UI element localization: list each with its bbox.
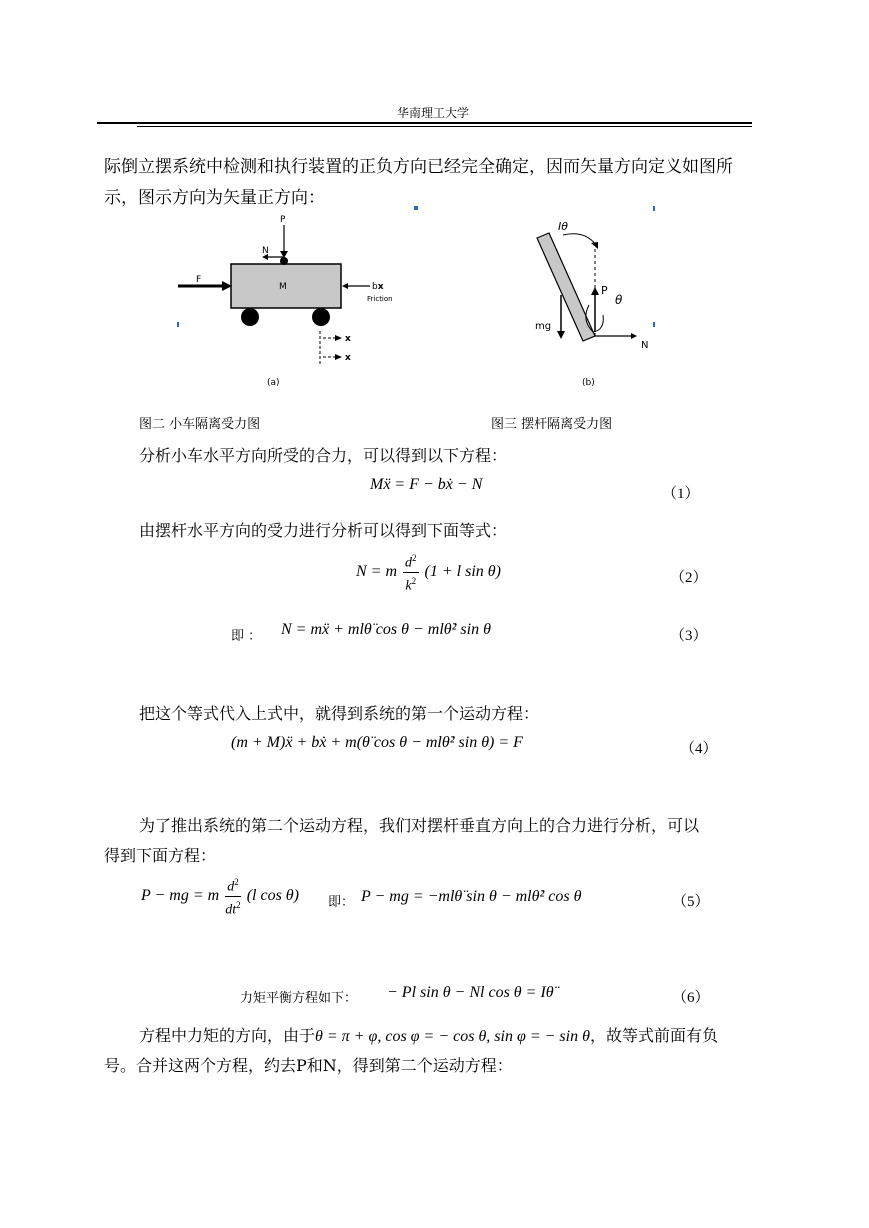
intro-line-2: 示，图示方向为矢量正方向： xyxy=(104,188,325,208)
label-m: M xyxy=(279,282,287,292)
friction-arrow xyxy=(342,283,348,289)
equation-5-number: （5） xyxy=(672,894,710,910)
equation-4-number: （4） xyxy=(680,741,718,757)
label-theta: θ xyxy=(615,293,623,307)
equation-5-fraction: $\frac{d^2}{dt^2}$ xyxy=(225,874,241,918)
equation-5-left: P − mg = m $\frac{d^2}{dt^2}$ (l cos θ) xyxy=(141,874,299,918)
equation-6-number: （6） xyxy=(672,990,710,1006)
cart-wheel-left xyxy=(241,308,259,326)
paragraph-2: 由摆杆水平方向的受力进行分析可以得到下面等式： xyxy=(139,521,508,540)
x-arrow xyxy=(335,335,342,341)
equation-4: (m + M)ẍ + bẋ + m(θ̈ cos θ − mlθ̇² sin θ) = F xyxy=(231,734,523,751)
page-header-title: 华南理工大学 xyxy=(397,106,470,120)
torque-arrow xyxy=(591,242,598,249)
pivot-dot xyxy=(280,257,288,265)
figure-b-tag: (b) xyxy=(582,378,595,388)
label-n: N xyxy=(262,246,269,256)
paragraph-1: 分析小车水平方向所受的合力，可以得到以下方程： xyxy=(139,446,508,465)
label-bx: bx xyxy=(372,282,384,292)
equation-1: Mẍ = F − bẋ − N xyxy=(370,476,483,493)
label-p: P xyxy=(280,215,286,225)
label-friction: Friction xyxy=(367,295,393,303)
label-mg: mg xyxy=(535,321,552,332)
label-x-ddot: x xyxy=(345,353,351,363)
equation-5-right: P − mg = −mlθ̈ sin θ − mlθ̇² cos θ xyxy=(361,888,582,905)
equation-2: N = m $\frac{d^2}{k^2}$ (1 + l sin θ) xyxy=(356,550,501,594)
paragraph-3: 把这个等式代入上式中，就得到系统的第一个运动方程： xyxy=(139,704,540,723)
figure-a-caption: 图二 小车隔离受力图 xyxy=(139,417,261,432)
cart-wheel-right xyxy=(312,308,330,326)
label-p: P xyxy=(601,284,608,297)
label-torque: Iθ xyxy=(558,220,568,233)
x-ddot-arrow xyxy=(335,354,342,360)
paragraph-5-inline-math: θ = π + φ, cos φ = − cos θ, sin φ = − sin θ xyxy=(315,1028,590,1045)
label-n: N xyxy=(641,340,649,351)
pendulum-force-diagram xyxy=(525,205,665,395)
equation-3-prefix: 即 ： xyxy=(231,629,262,644)
paragraph-5-line-2: 号。合并这两个方程，约去P和N，得到第二个运动方程： xyxy=(104,1056,513,1075)
equation-6-prefix: 力矩平衡方程如下： xyxy=(240,991,358,1006)
mg-arrow xyxy=(557,331,565,339)
paragraph-4-line-1: 为了推出系统的第二个运动方程，我们对摆杆垂直方向上的合力进行分析，可以 xyxy=(139,816,700,835)
figure-b-caption: 图三 摆杆隔离受力图 xyxy=(491,417,613,432)
header-rule-thick xyxy=(97,122,752,124)
intro-line-1: 际倒立摆系统中检测和执行装置的正负方向已经完全确定，因而矢量方向定义如图所 xyxy=(104,157,733,177)
p-arrow xyxy=(591,287,599,295)
n-arrow xyxy=(631,333,637,339)
equation-2-fraction: $\frac{d^2}{k^2}$ xyxy=(403,550,419,594)
figure-selection-mark xyxy=(177,322,179,327)
cart-force-diagram xyxy=(170,205,420,395)
figure-a-tag: (a) xyxy=(267,378,280,388)
equation-6: − Pl sin θ − Nl cos θ = Iθ̈ xyxy=(387,984,554,1001)
equation-2-number: （2） xyxy=(670,570,708,586)
label-x: x xyxy=(345,334,351,344)
paragraph-4-line-2: 得到下面方程： xyxy=(104,846,217,865)
label-f: F xyxy=(196,275,202,285)
equation-1-number: （1） xyxy=(662,486,700,502)
equation-3: N = mẍ + mlθ̈ cos θ − mlθ̇² sin θ xyxy=(281,621,491,638)
figure-selection-mark xyxy=(414,206,418,210)
figure-selection-mark xyxy=(653,322,655,327)
equation-3-number: （3） xyxy=(670,628,708,644)
equation-5-mid: 即： xyxy=(328,895,355,910)
figure-selection-mark xyxy=(653,206,655,211)
header-rule-thin xyxy=(137,126,752,127)
paragraph-5-line-1: 方程中力矩的方向，由于θ = π + φ, cos φ = − cos θ, sin φ = − sin θ，故等式前面有负 xyxy=(139,1026,718,1045)
